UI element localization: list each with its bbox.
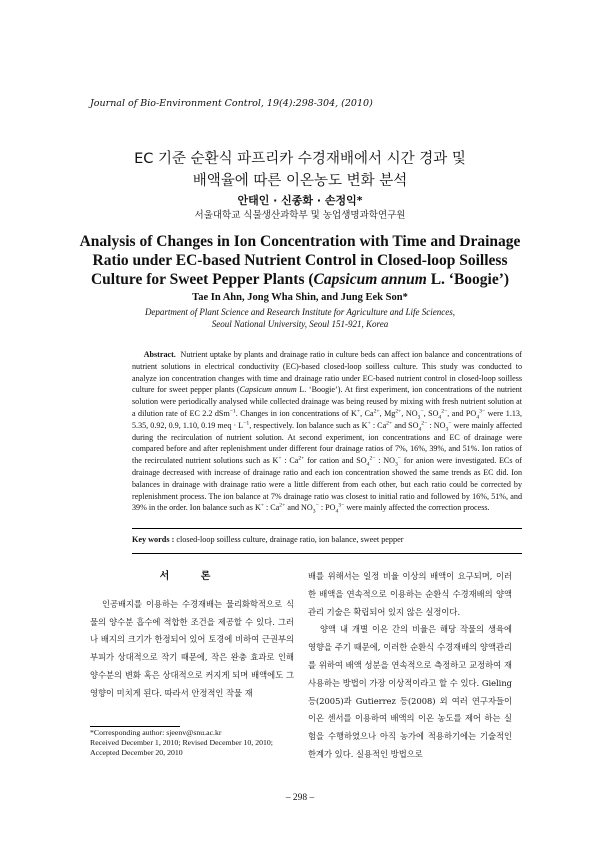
korean-affiliation: 서울대학교 식물생산과학부 및 농업생명과학연구원 xyxy=(194,210,406,221)
korean-authors: 안태인 · 신종화 · 손정익* xyxy=(237,194,363,207)
english-title-line2: Ratio under EC-based Nutrient Control in Closed-loop Soilless xyxy=(92,252,508,269)
abstract-label: Abstract. xyxy=(143,350,176,359)
footnote xyxy=(90,728,300,757)
section-heading-introduction: 서 론 xyxy=(159,571,225,582)
abstract: Abstract. Nutrient uptake by plants and drainage ratio in culture beds can affect ion balance and concentrations of nutrient solutions in electrical conductivity (EC)-based closed-loop soilless culture. This study was conducted to analyze ion concentration changes with time and drainage ratio under EC-based nutrient control in closed-loop soilless culture for sweet pepper plants (Capsicum annum L. ‘Boogie’). At first experiment, ion concentrations of the nutrient solution were periodically analysed while collected drainage was being reused by mixing with fresh nutrient solution at a dilution rate of EC 2.2 dSm$^{-1}$. Changes in ion concentrations of K+, $Ca^{2+}$, $Mg^{2+}$, $NO_3^-$, $SO_4^{2-}$, and $PO_4^{3-}$ were 1.13, 5.35, 0.92, 0.9, 1.10, 0.19 meq · $L^{-1}$, respectively. Ion balance such as K+ : $Ca^{2+}$ and $SO_4^{2-}$ : $NO_3^-$ were mainly affected during the recirculation of nutrient solution. At second experiment, ion concentrations and EC of drainage were compared before and after replenishment under different four drainage ratios of 7%, 16%, 39%, and 51%. Ion ratios of the recirculated nutrient solutions such as K+ : $Ca^{2+}$ for cation and $SO_4^{2-}$ : $NO_3^-$ for anion were investigated. ECs of drainage decreased with increase of drainage ratio and each ion concentration showed the same trends as EC did. Ion balances in drainage with drainage ratio were a little different from each other, but each ratio could be corrected by replenishment process. The ion balance at 7% drainage ratio was closest to initial ratio and followed by 16%, 51%, and 39% in the order. Ion balance such as K+ : $Ca^{2+}$ and $NO_3^-$ : $PO_4^{3-}$ were mainly affected the correction process. xyxy=(132,350,523,515)
keywords-text: closed-loop soilless culture, drainage ratio, ion balance, sweet pepper xyxy=(174,535,404,544)
body-paragraph: 인공배지를 이용하는 수경재배는 물리화학적으로 식물의 양수분 흡수에 적합한 조건을 제공할 수 있다. 그러나 배지의 크기가 한정되어 있어 토경에 비하여 근권부의 부피가 상대적으로 작기 때문에, 작은 완충 효과로 인해 양수분의 변화 혹은 상대적으로 커지게 되며 배액에도 그 영향이 미치게 된다. 따라서 안정적인 작물 재 xyxy=(90,598,294,698)
scientific-name: Capsicum annum xyxy=(313,271,427,288)
english-title-line3: Culture for Sweet Pepper Plants (Capsicum annum L. ‘Boogie’) xyxy=(90,271,510,288)
corresponding-author: *Corresponding author: sjeenv@snu.ac.kr xyxy=(90,728,222,737)
korean-title-line1: EC 기준 순환식 파프리카 수경재배에서 시간 경과 및 xyxy=(134,151,466,167)
keywords xyxy=(132,535,522,544)
journal-citation: Journal of Bio-Environment Control, 19(4):298-304, (2010) xyxy=(90,98,373,109)
english-title xyxy=(60,232,540,289)
korean-title-line2: 배액율에 따른 이온농도 변화 분석 xyxy=(192,173,408,189)
received-dates: Received December 1, 2010; Revised December 10, 2010; xyxy=(90,737,273,747)
english-title-line1: Analysis of Changes in Ion Concentration with Time and Drainage xyxy=(79,233,521,250)
keywords-label: Key words : xyxy=(132,535,175,544)
accepted-date: Accepted December 20, 2010 xyxy=(90,747,183,757)
page-number: – 298 – xyxy=(285,793,315,803)
keywords-bottom-rule xyxy=(132,553,522,554)
body-paragraph: 배를 위해서는 일정 비율 이상의 배액이 요구되며, 이러한 배액을 연속적으로 이용하는 순환식 수경재배의 양액 관리 기술은 확립되어 있지 않은 실정이다. xyxy=(308,571,512,617)
body-column-right xyxy=(308,568,512,764)
footnote-rule xyxy=(90,726,180,727)
english-affiliation: Department of Plant Science and Research Institute for Agriculture and Life Sciences, Seoul National University, Seoul 151-921, Korea xyxy=(144,307,456,329)
body-paragraph: 양액 내 개별 이온 간의 비율은 해당 작물의 생육에 영향을 주기 때문에, 이러한 순환식 수경재배의 양액관리를 위하여 배액 성분을 연속적으로 측정하고 교정하여 재사용하는 방법이 가장 이상적이라고 할 수 있다. Gieling 등(2005)과 Gutierrez 등(2008) 외 여러 연구자들이 이온 센서를 이용하여 배액의 이온 농도를 제어 하는 실험을 수행하였으나 아직 농가에 적용하기에는 기술적인 한계가 있다. 실용적인 방법으로 xyxy=(308,624,512,759)
korean-title xyxy=(60,148,540,192)
body-column-left xyxy=(90,568,294,703)
keywords-top-rule xyxy=(132,528,522,529)
english-authors: Tae In Ahn, Jong Wha Shin, and Jung Eek Son* xyxy=(192,292,408,303)
